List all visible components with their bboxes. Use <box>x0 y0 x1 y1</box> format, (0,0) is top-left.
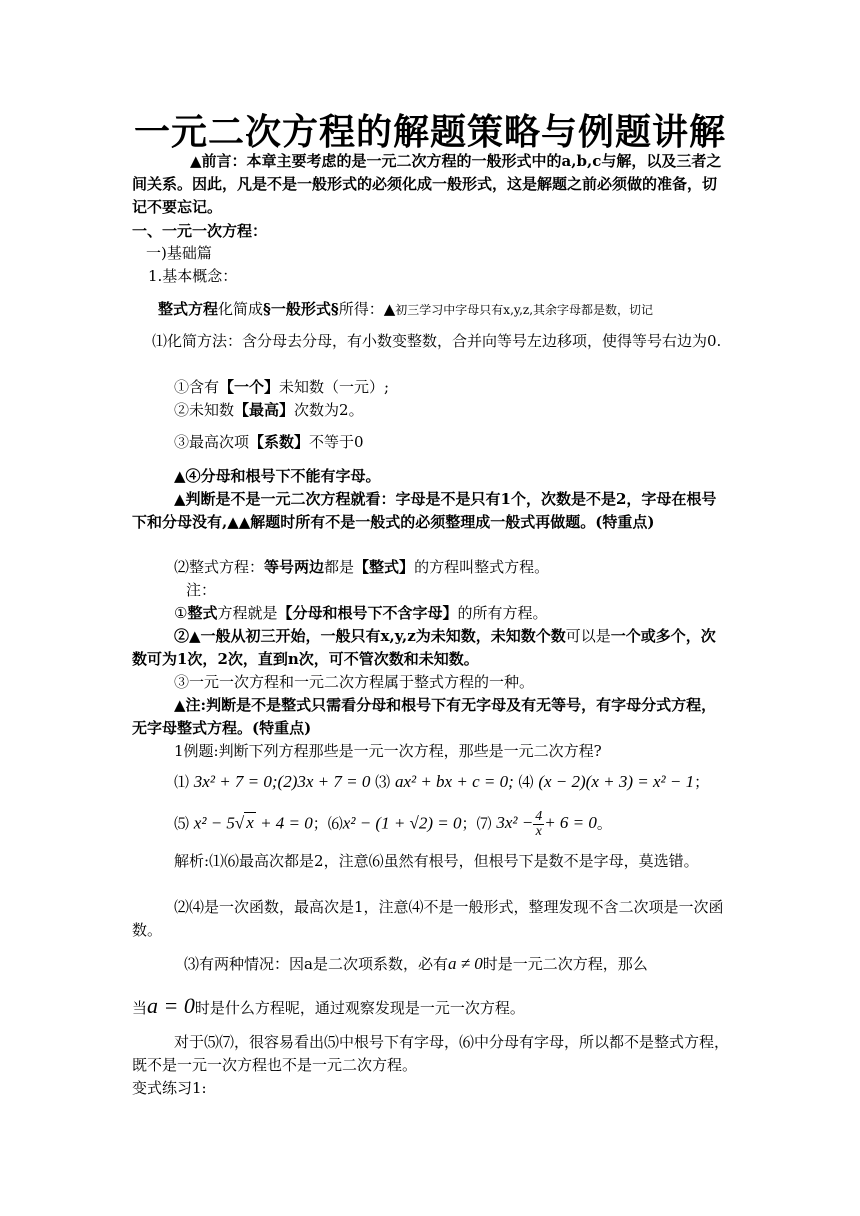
eq-label: ⑹ <box>327 814 343 833</box>
analysis-math: a ≠ 0 <box>447 954 483 973</box>
note-3: ③一元一次方程和一元二次方程属于整式方程的一种。 <box>174 673 535 691</box>
intro-paragraph: ▲前言：本章主要考虑的是一元二次方程的一般形式中的a,b,c与解，以及三者之间关系。因此，凡是不是一般形式的必须化成一般形式，这是解题之前必须做的准备，切记不要忘记。 <box>132 152 722 216</box>
judge-paragraph: ▲判断是不是一元二次方程就看：字母是不是只有1个，次数是不是2，字母在根号下和分母没有,▲▲解题时所有不是一般式的必须整理成一般式再做题。(特重点) <box>132 490 717 531</box>
concept-text: 化简成 <box>218 300 264 318</box>
analysis-text: ⑶有两种情况：因a是二次项系数，必有 <box>184 955 448 973</box>
integral-definition <box>174 556 772 579</box>
analysis-3 <box>184 952 744 976</box>
condition-1 <box>174 376 772 399</box>
analysis-math: a = 0 <box>147 993 195 1018</box>
concept-result: 所得： <box>338 300 384 318</box>
note-2 <box>132 625 730 671</box>
integral-text: 的方程叫整式方程。 <box>414 558 550 576</box>
eq-part: 3x² − <box>496 813 534 833</box>
section-heading-1: 一、一元一次方程： <box>132 222 268 240</box>
condition-key: 【最高】 <box>234 401 295 419</box>
equation-1-2: 3x² + 7 = 0;(2)3x + 7 = 0 <box>193 772 371 791</box>
eq-label: ⑶ <box>375 773 391 791</box>
note-key: 一个或多个，次数可为1次，2次，直到n次，可不管次数和未知数。 <box>132 627 716 668</box>
example-question: 1例题:判断下列方程那些是一元一次方程，那些是一元二次方程? <box>174 742 602 760</box>
condition-key: 【系数】 <box>249 433 310 451</box>
eq-label: ⑴ <box>174 773 190 791</box>
condition-text: 不等于0 <box>309 433 364 451</box>
subsection-basic: 一)基础篇 <box>146 244 212 262</box>
concept-line <box>158 298 758 322</box>
fraction-numerator: 4 <box>535 809 543 824</box>
condition-3 <box>174 431 772 454</box>
subsection-concept: 1.基本概念： <box>148 267 238 285</box>
sqrt-symbol: √ <box>234 813 245 833</box>
fraction-denominator: x <box>535 824 542 839</box>
integral-key: 等号两边 <box>264 558 325 576</box>
condition-text: 次数为2。 <box>294 401 364 419</box>
page-title: 一元二次方程的解题策略与例题讲解 <box>133 111 726 153</box>
concept-term: 整式方程 <box>158 300 219 318</box>
note-key: 整式 <box>187 604 218 622</box>
simplify-method: ⑴化简方法：含分母去分母，有小数变整数，合并向等号左边移项，使得等号右边为0. <box>152 332 722 350</box>
analysis-text: 时是什么方程呢，通过观察发现是一元一次方程。 <box>194 999 525 1017</box>
integral-key: 【整式】 <box>354 558 415 576</box>
equation-4: (x − 2)(x + 3) = x² − 1 <box>538 772 695 791</box>
eq-label: ⑷ <box>518 773 534 791</box>
analysis-3b <box>132 994 730 1020</box>
condition-text: ①含有 <box>174 378 220 396</box>
note-text: 可以是 <box>565 627 611 645</box>
condition-4: ▲④分母和根号下不能有字母。 <box>174 467 381 485</box>
equation-7 <box>496 809 597 839</box>
integral-text: ⑵整式方程： <box>174 558 265 576</box>
eq-part: x <box>246 813 254 833</box>
equation-5 <box>194 812 313 832</box>
eq-part: + 4 = 0 <box>255 813 313 833</box>
equations-row-1 <box>174 770 734 794</box>
triangle-icon: ▲ <box>383 300 396 318</box>
eq-separator: ； <box>312 814 328 833</box>
note-key: ②▲一般从初三开始，一般只有x,y,z为未知数，未知数个数 <box>174 627 566 645</box>
note-4: ▲注:判断是不是整式只需看分母和根号下有无字母及有无等号，有字母分式方程，无字母整式方程。(特重点) <box>132 696 717 737</box>
eq-label: ⑺ <box>476 814 492 833</box>
analysis-text: 当 <box>132 999 148 1017</box>
eq-label: ⑸ <box>174 814 190 833</box>
equations-row-2 <box>174 810 734 839</box>
eq-separator: ； <box>461 814 477 833</box>
note-1 <box>174 602 772 625</box>
note-text: 的所有方程。 <box>457 604 548 622</box>
exercise-heading: 变式练习1: <box>132 1079 207 1097</box>
condition-text: ②未知数 <box>174 401 235 419</box>
analysis-text: 时是一元二次方程，那么 <box>482 955 648 973</box>
analysis-1: 解析:⑴⑹最高次都是2，注意⑹虽然有根号，但根号下是数不是字母，莫选错。 <box>174 852 699 870</box>
note-key: 【分母和根号下不含字母】 <box>277 604 458 622</box>
eq-part: x² − 5 <box>193 813 235 833</box>
fraction <box>533 810 544 839</box>
condition-2 <box>174 399 772 422</box>
concept-note: 初三学习中字母只有x,y,z,其余字母都是数，切记 <box>395 303 654 317</box>
equation-3: ax² + bx + c = 0; <box>394 772 514 791</box>
analysis-4: 对于⑸⑺，很容易看出⑸中根号下有字母，⑹中分母有字母，所以都不是整式方程，既不是一元一次方程也不是一元二次方程。 <box>132 1033 730 1074</box>
concept-general-form: §一般形式§ <box>263 300 339 318</box>
note-text: 方程就是 <box>217 604 278 622</box>
condition-text: ③最高次项 <box>174 433 250 451</box>
equation-6: x² − (1 + √2) = 0 <box>342 813 462 833</box>
eq-part: + 6 = 0 <box>544 813 597 833</box>
note-label: 注： <box>186 581 217 599</box>
eq-separator: ； <box>694 773 710 791</box>
note-text: ① <box>174 604 188 622</box>
condition-key: 【一个】 <box>219 378 280 396</box>
eq-separator: 。 <box>596 814 612 833</box>
condition-text: 未知数（一元）; <box>279 378 390 396</box>
analysis-2: ⑵⑷是一次函数，最高次是1，注意⑷不是一般形式，整理发现不含二次项是一次函数。 <box>132 898 724 939</box>
integral-text: 都是 <box>324 558 355 576</box>
